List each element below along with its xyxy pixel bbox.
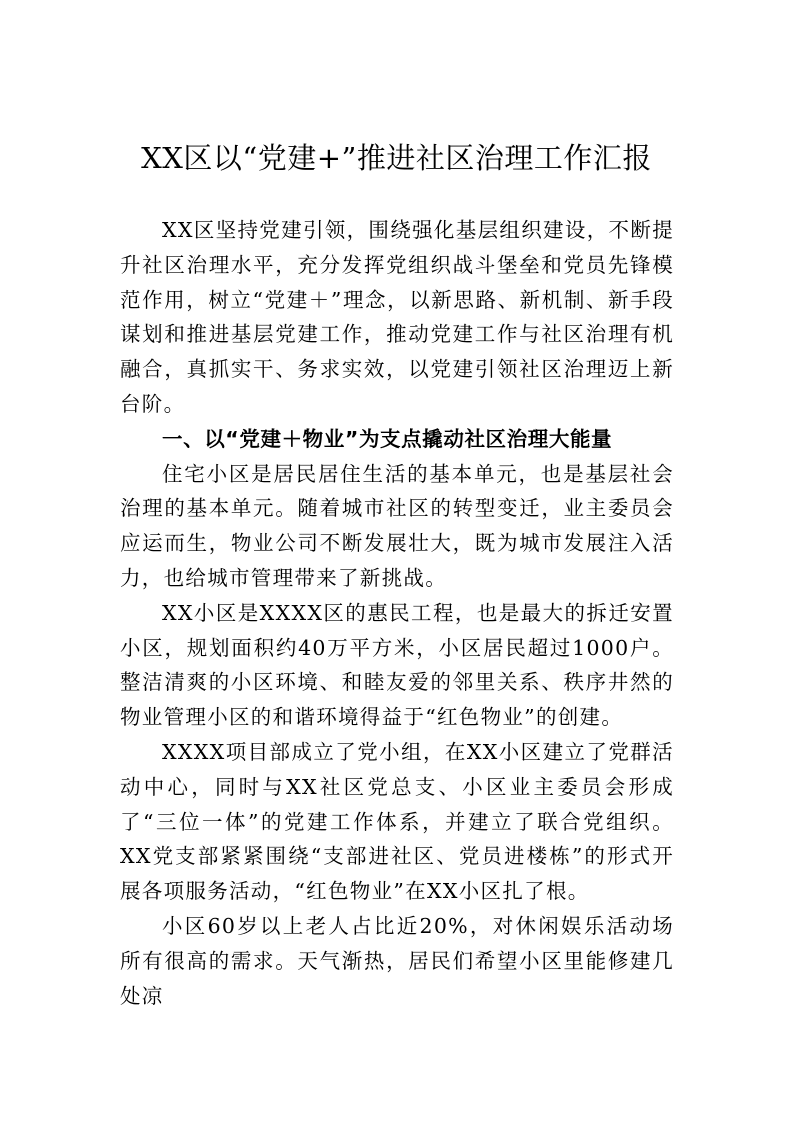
- document-body: [120, 213, 674, 1013]
- body-paragraph: XX小区是XXXX区的惠民工程，也是最大的拆迁安置小区，规划面积约40万平方米，小区居民超过1000户。整洁清爽的小区环境、和睦友爱的邻里关系、秩序井然的物业管理小区的和谐环境得益于“红色物业”的创建。: [120, 600, 674, 730]
- body-paragraph: 小区60岁以上老人占比近20%，对休闲娱乐活动场所有很高的需求。天气渐热，居民们希望小区里能修建几处凉: [120, 913, 674, 1008]
- body-paragraph: XXXX项目部成立了党小组，在XX小区建立了党群活动中心，同时与XX社区党总支、小区业主委员会形成了“三位一体”的党建工作体系，并建立了联合党组织。XX党支部紧紧围绕“支部进社区、党员进楼栋”的形式开展各项服务活动，“红色物业”在XX小区扎了根。: [120, 739, 674, 904]
- body-paragraph: 住宅小区是居民居住生活的基本单元，也是基层社会治理的基本单元。随着城市社区的转型变迁，业主委员会应运而生，物业公司不断发展壮大，既为城市发展注入活力，也给城市管理带来了新挑战。: [120, 461, 674, 590]
- section-heading-1: 一、以“党建＋物业”为支点撬动社区治理大能量: [162, 426, 613, 451]
- document-title: XX区以“党建+”推进社区治理工作汇报: [141, 141, 652, 175]
- intro-paragraph: XX区坚持党建引领，围绕强化基层组织建设，不断提升社区治理水平，充分发挥党组织战斗堡垒和党员先锋模范作用，树立“党建＋”理念，以新思路、新机制、新手段谋划和推进基层党建工作，推动党建工作与社区治理有机融合，真抓实干、务求实效，以党建引领社区治理迈上新台阶。: [120, 218, 674, 416]
